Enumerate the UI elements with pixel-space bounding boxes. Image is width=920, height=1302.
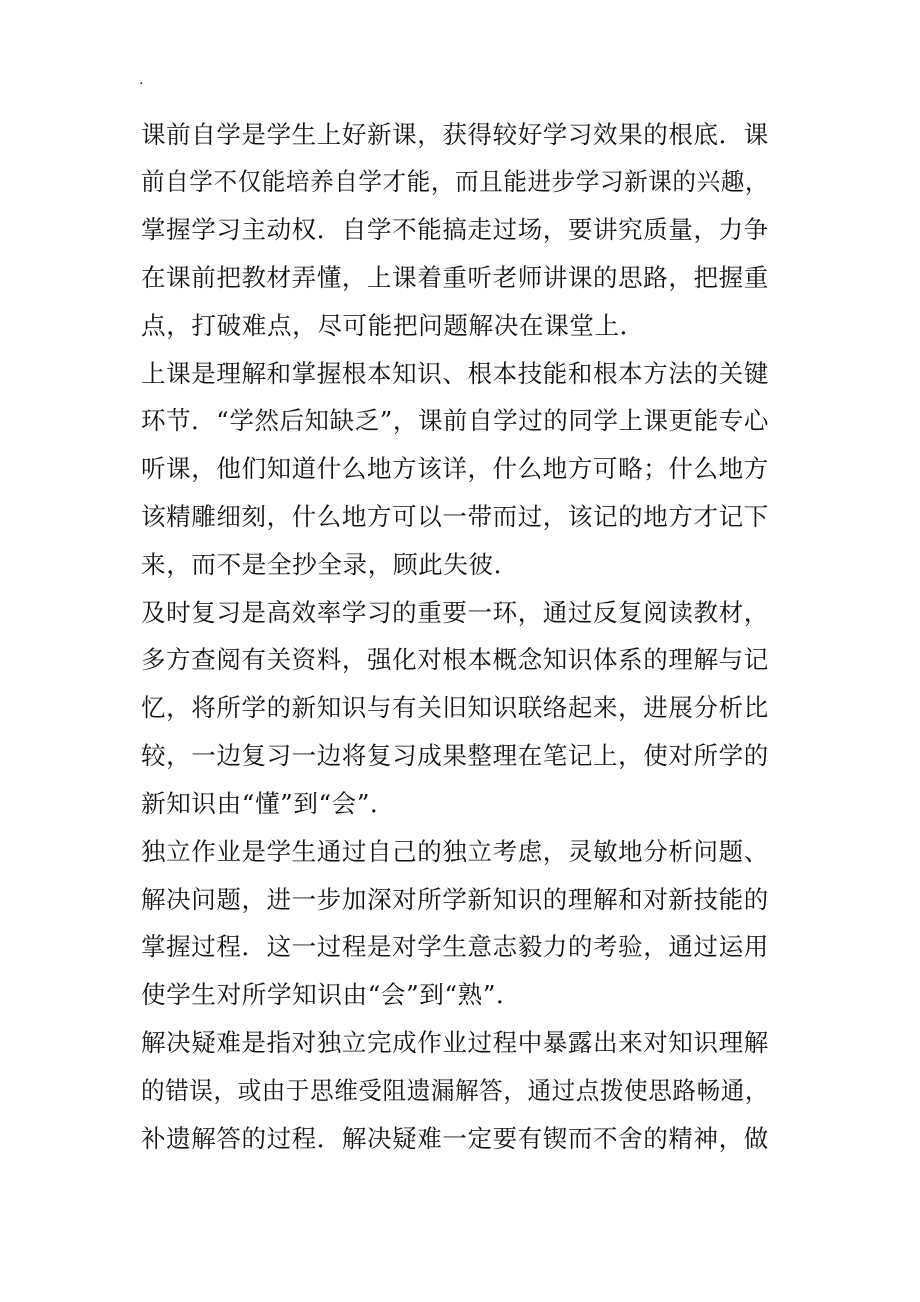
text-line: 解决问题，进一步加深对所学新知识的理解和对新技能的 bbox=[141, 885, 769, 914]
text-line: 点，打破难点，尽可能把问题解决在课堂上． bbox=[141, 311, 645, 340]
text-line: 较，一边复习一边将复习成果整理在笔记上，使对所学的 bbox=[141, 741, 769, 770]
text-line: 忆，将所学的新知识与有关旧知识联络起来，进展分析比 bbox=[141, 693, 769, 722]
text-line: 课前自学是学生上好新课，获得较好学习效果的根底．课 bbox=[141, 120, 769, 149]
page-mark: . bbox=[139, 72, 144, 88]
text-line: 掌握过程．这一过程是对学生意志毅力的考验，通过运用 bbox=[141, 932, 769, 961]
text-line: 独立作业是学生通过自己的独立考虑，灵敏地分析问题、 bbox=[141, 837, 769, 866]
text-line: 使学生对所学知识由“会”到“熟”． bbox=[141, 980, 522, 1009]
text-line: 听课，他们知道什么地方该详，什么地方可略；什么地方 bbox=[141, 454, 769, 483]
text-line: 掌握学习主动权．自学不能搞走过场，要讲究质量，力争 bbox=[141, 215, 769, 244]
text-line: 前自学不仅能培养自学才能，而且能进步学习新课的兴趣， bbox=[141, 167, 770, 196]
text-line: 多方查阅有关资料，强化对根本概念知识体系的理解与记 bbox=[141, 645, 769, 674]
text-line: 新知识由“懂”到“会”． bbox=[141, 789, 396, 818]
text-line: 补遗解答的过程．解决疑难一定要有锲而不舍的精神，做 bbox=[141, 1124, 769, 1153]
text-line: 上课是理解和掌握根本知识、根本技能和根本方法的关键 bbox=[141, 359, 769, 388]
text-line: 环节．“学然后知缺乏”，课前自学过的同学上课更能专心 bbox=[141, 406, 769, 435]
text-line: 来，而不是全抄全录，顾此失彼． bbox=[141, 550, 519, 579]
text-line: 的错误，或由于思维受阻遗漏解答，通过点拨使思路畅通， bbox=[141, 1076, 770, 1105]
text-line: 解决疑难是指对独立完成作业过程中暴露出来对知识理解 bbox=[141, 1028, 769, 1057]
text-line: 及时复习是高效率学习的重要一环，通过反复阅读教材， bbox=[141, 598, 769, 627]
text-line: 在课前把教材弄懂，上课着重听老师讲课的思路，把握重 bbox=[141, 263, 769, 292]
text-line: 该精雕细刻，什么地方可以一带而过，该记的地方才记下 bbox=[141, 502, 769, 531]
